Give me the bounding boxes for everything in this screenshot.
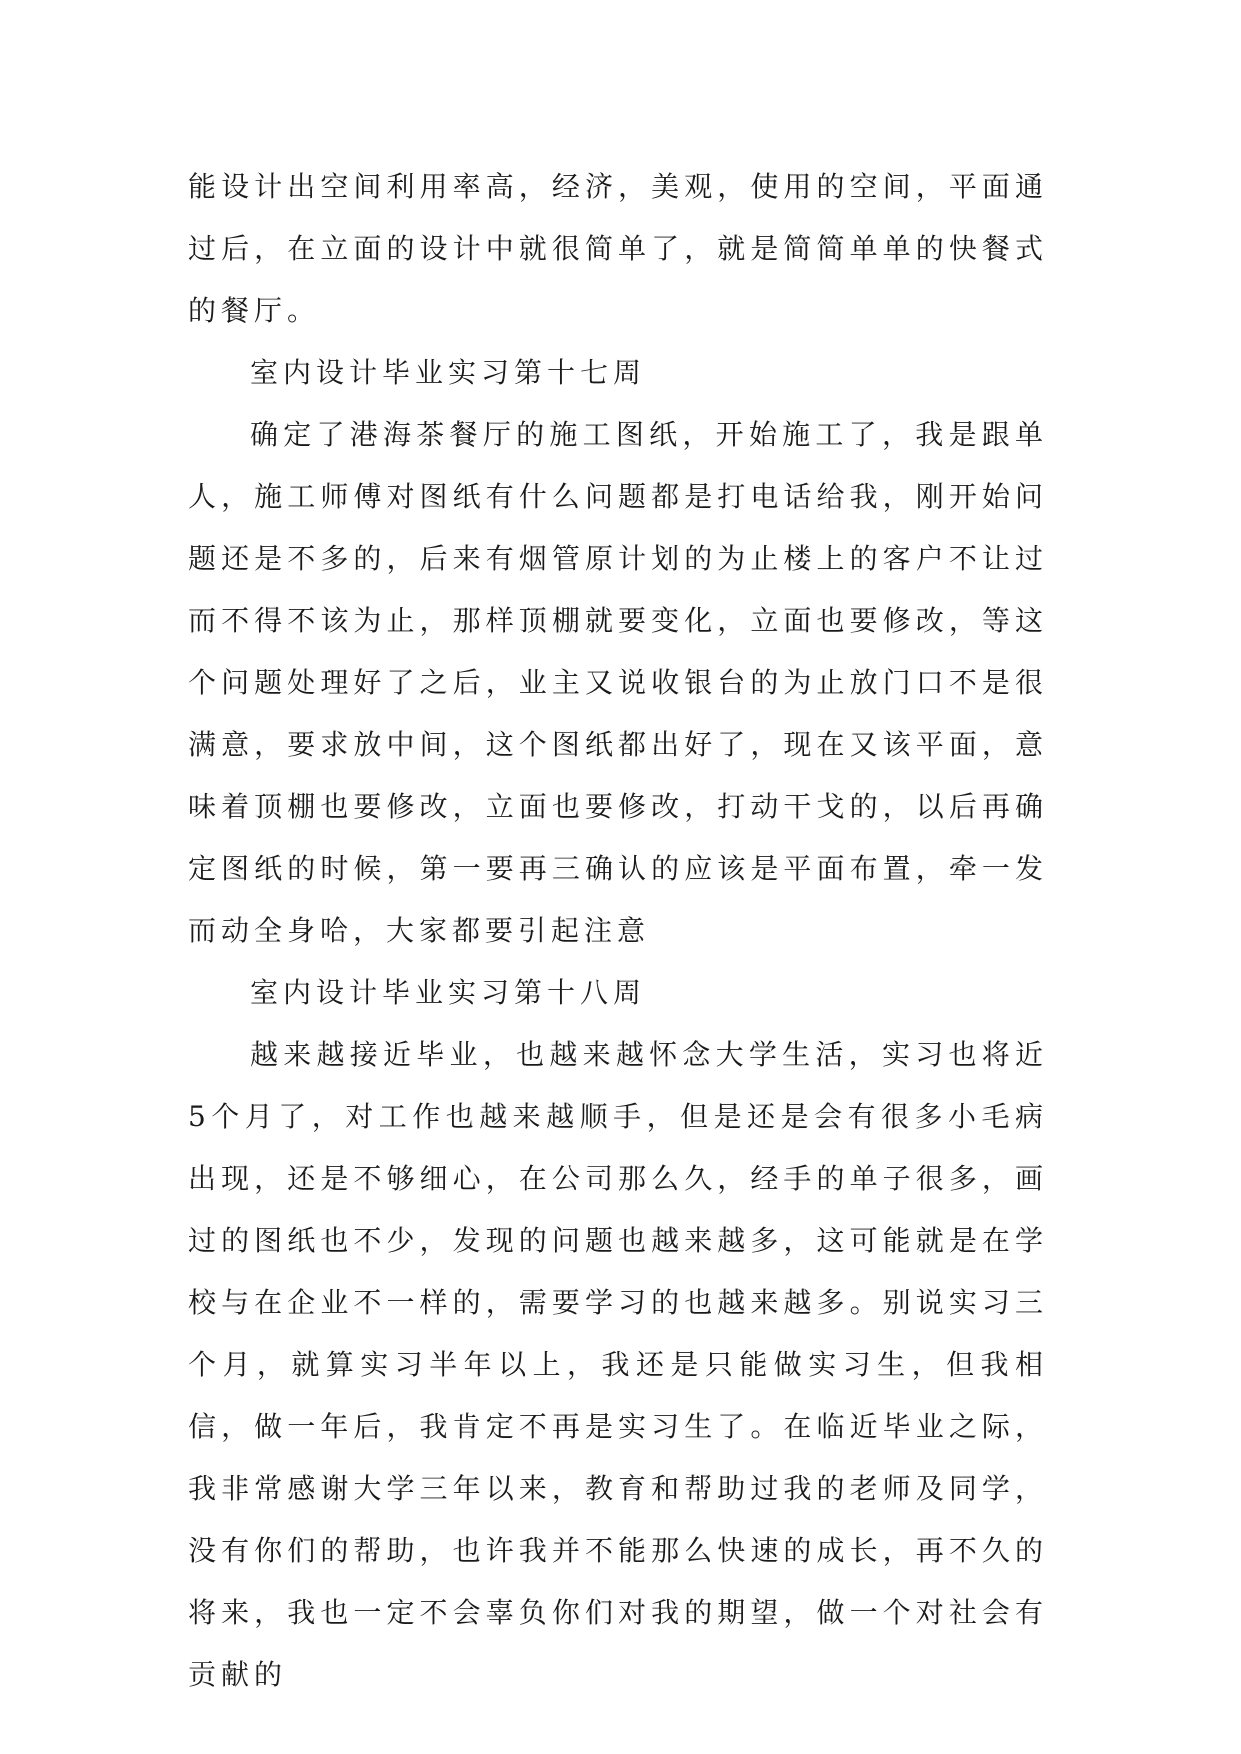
paragraph-week-18: 越来越接近毕业，也越来越怀念大学生活，实习也将近5个月了，对工作也越来越顺手，但是还是会有很多小毛病出现，还是不够细心，在公司那么久，经手的单子很多，画过的图纸也不少，发现的问题也越来越多，这可能就是在学校与在企业不一样的，需要学习的也越来越多。别说实习三个月，就算实习半年以上，我还是只能做实习生，但我相信，做一年后，我肯定不再是实习生了。在临近毕业之际，我非常感谢大学三年以来，教育和帮助过我的老师及同学，没有你们的帮助，也许我并不能那么快速的成长，再不久的将来，我也一定不会辜负你们对我的期望，做一个对社会有贡献的 — [188, 1038, 1048, 1691]
paragraph-week-17: 确定了港海茶餐厅的施工图纸，开始施工了，我是跟单人，施工师傅对图纸有什么问题都是打电话给我，刚开始问题还是不多的，后来有烟管原计划的为止楼上的客户不让过而不得不该为止，那样顶棚就要变化，立面也要修改，等这个问题处理好了之后，业主又说收银台的为止放门口不是很满意，要求放中间，这个图纸都出好了，现在又该平面，意味着顶棚也要修改，立面也要修改，打动干戈的，以后再确定图纸的时候，第一要再三确认的应该是平面布置，牵一发而动全身哈，大家都要引起注意 — [188, 418, 1048, 947]
heading-week-17: 室内设计毕业实习第十七周 — [250, 356, 647, 389]
heading-week-18: 室内设计毕业实习第十八周 — [250, 976, 647, 1009]
document-body — [188, 156, 1048, 1706]
paragraph-continuation: 能设计出空间利用率高，经济，美观，使用的空间，平面通过后，在立面的设计中就很简单了，就是简简单单的快餐式的餐厅。 — [188, 170, 1048, 327]
